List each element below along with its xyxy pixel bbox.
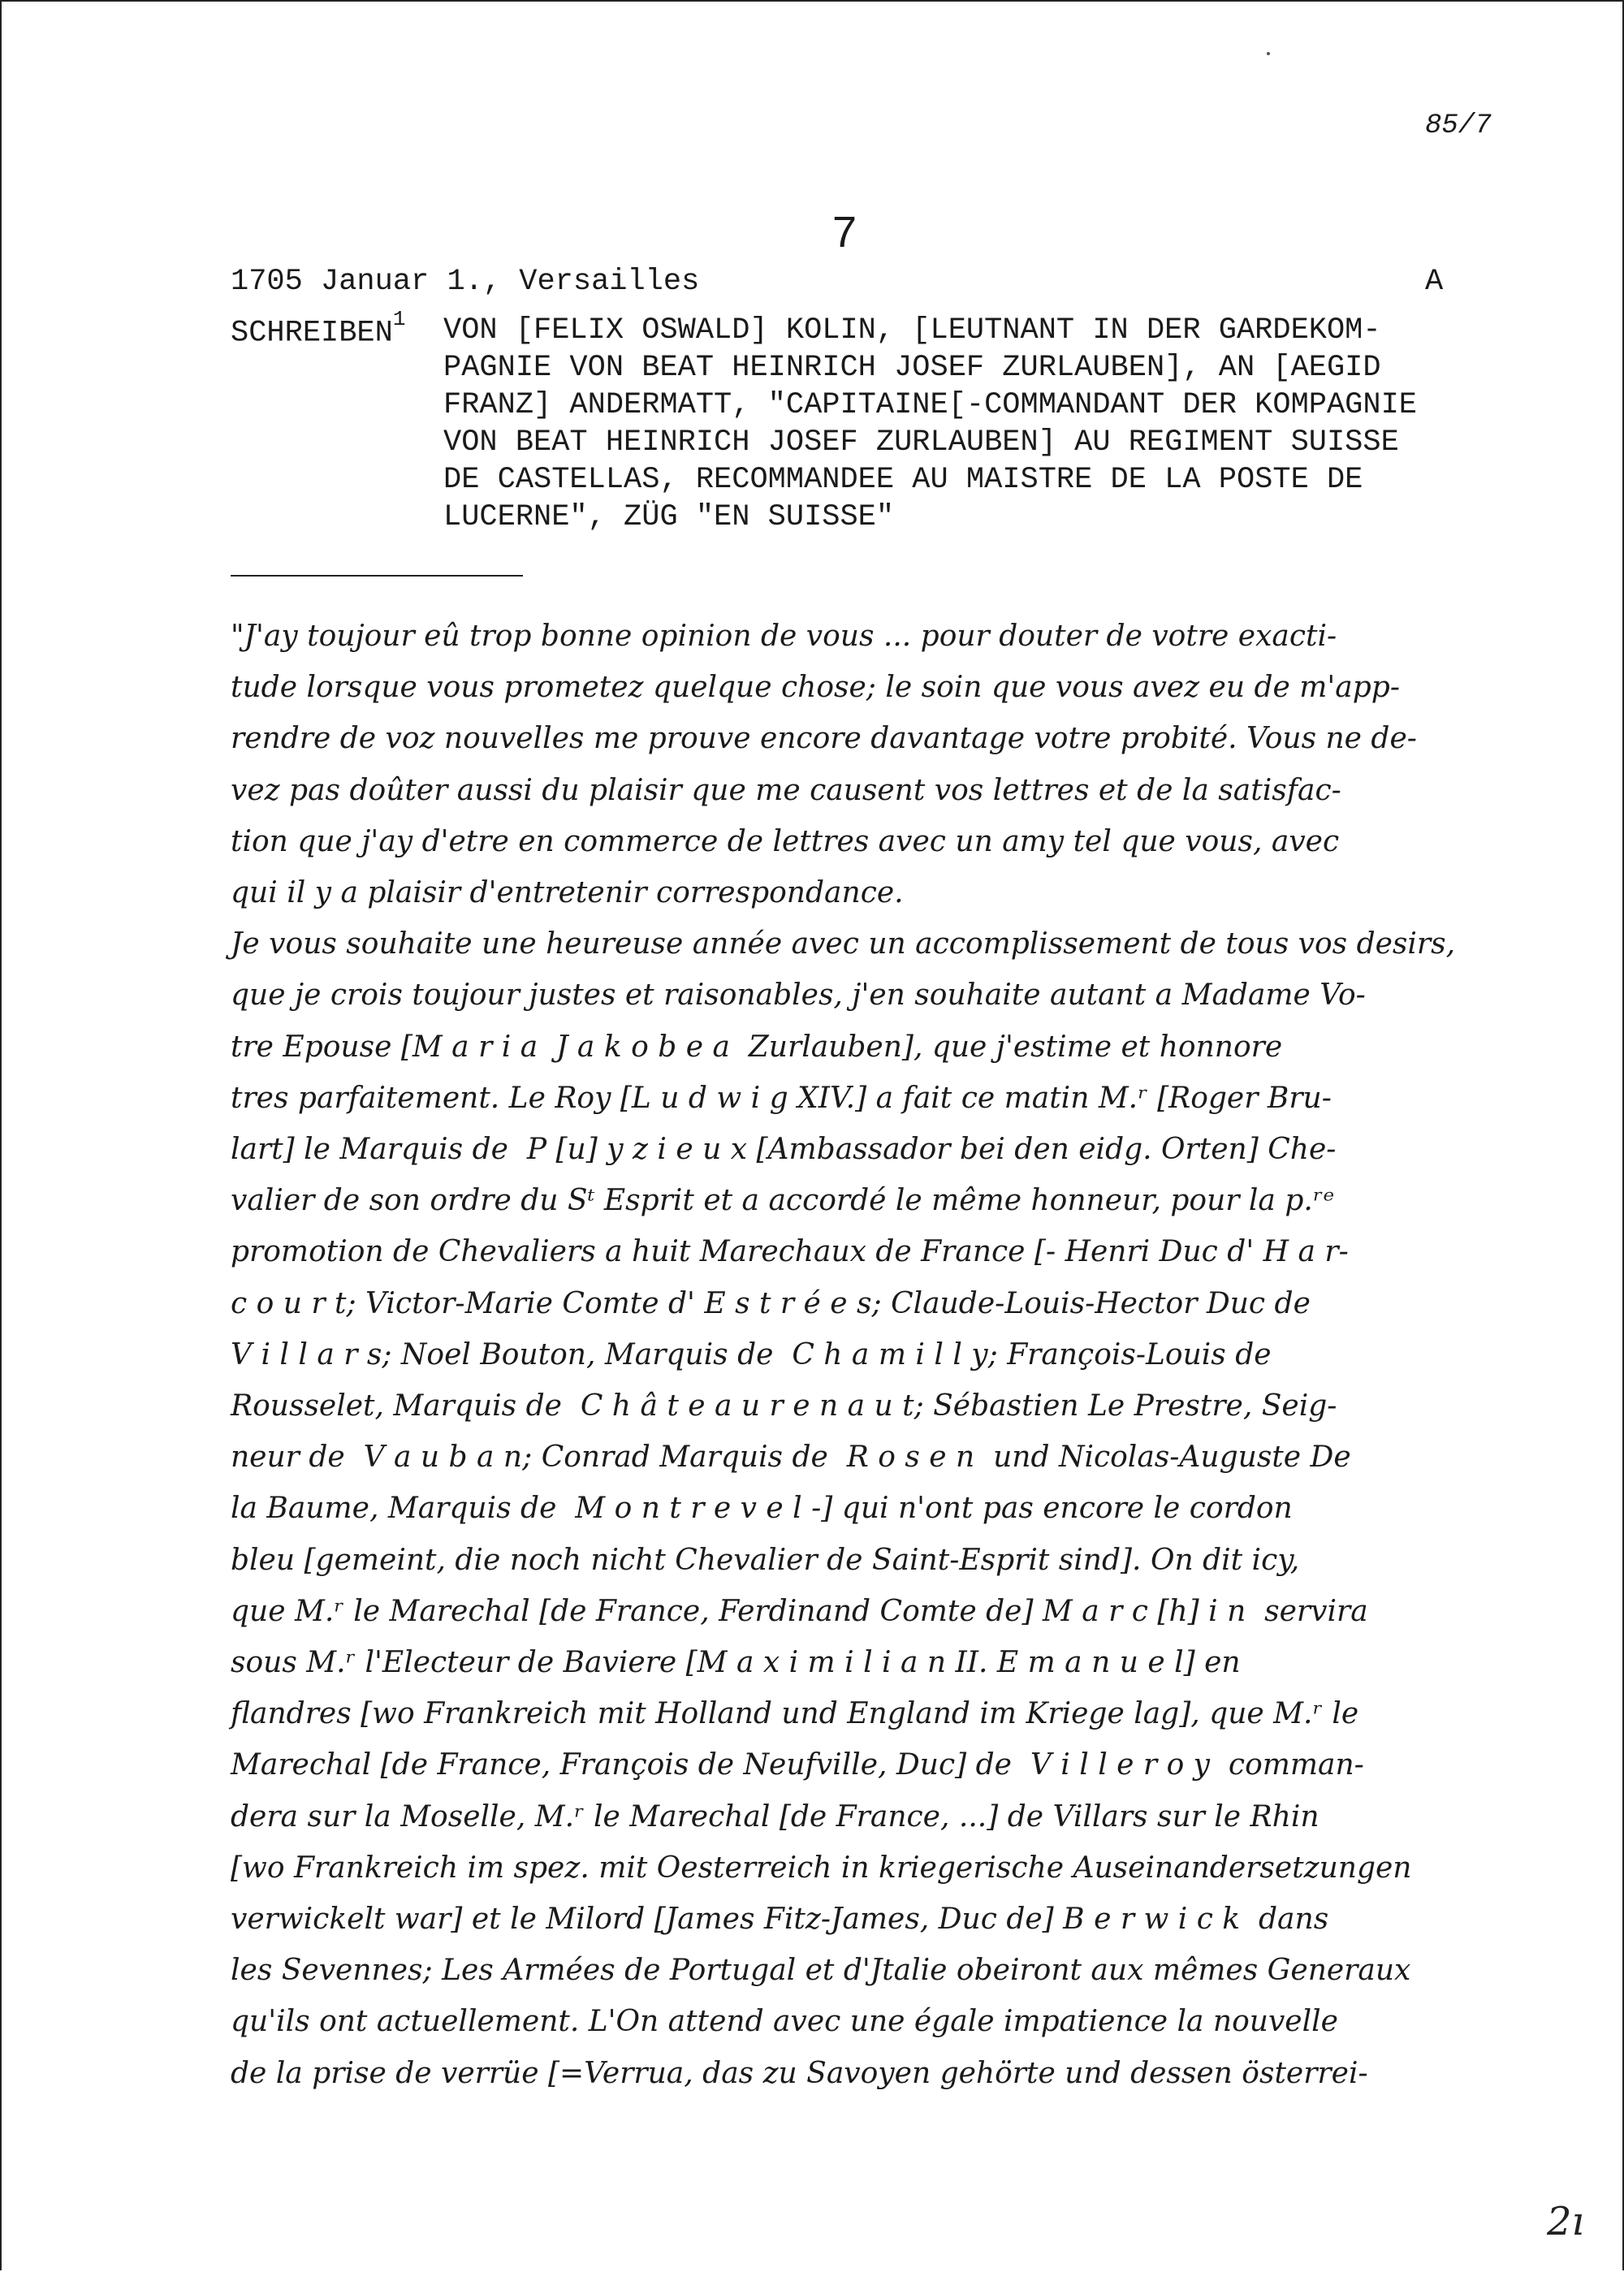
body-line: qu'ils ont actuellement. L'On attend avec une égale impatience la nouvelle xyxy=(231,2005,1338,2039)
heading-line: VON BEAT HEINRICH JOSEF ZURLAUBEN] AU REGIMENT SUISSE xyxy=(443,425,1399,460)
body-line: la Baume, Marquis de M o n t r e v e l -] qui n'ont pas encore le cordon xyxy=(231,1492,1293,1526)
body-line: sous M.ʳ l'Electeur de Baviere [M a x i m i l i a n II. E m a n u e l] en xyxy=(231,1646,1241,1680)
body-line: vez pas doûter aussi du plaisir que me causent vos lettres et de la satisfac- xyxy=(231,773,1341,807)
body-line: tude lorsque vous prometez quelque chose; le soin que vous avez eu de m'app- xyxy=(231,671,1400,705)
body-line: tre Epouse [M a r i a J a k o b e a Zurlauben], que j'estime et honnore xyxy=(231,1030,1283,1064)
body-line: verwickelt war] et le Milord [James Fitz-James, Duc de] B e r w i c k dans xyxy=(231,1903,1329,1937)
body-line: que M.ʳ le Marechal [de France, Ferdinand Comte de] M a r c [h] i n servira xyxy=(231,1594,1368,1628)
reference-number: 85/7 xyxy=(1425,110,1492,141)
body-line: neur de V a u b a n; Conrad Marquis de R o s e n und Nicolas-Auguste De xyxy=(231,1441,1351,1475)
body-line: flandres [wo Frankreich mit Holland und England im Kriege lag], que M.ʳ le xyxy=(231,1697,1359,1731)
body-line: c o u r t; Victor-Marie Comte d' E s t r é e s; Claude-Louis-Hector Duc de xyxy=(231,1286,1311,1320)
body-line: de la prise de verrüe [=Verrua, das zu Savoyen gehörte und dessen österrei- xyxy=(231,2056,1368,2090)
heading-line: LUCERNE", ZÜG "EN SUISSE" xyxy=(443,500,895,534)
body-line: dera sur la Moselle, M.ʳ le Marechal [de France, ...] de Villars sur le Rhin xyxy=(231,1799,1320,1834)
heading-label xyxy=(231,307,406,351)
body-line: promotion de Chevaliers a huit Marechaux de France [- Henri Duc d' H a r- xyxy=(231,1235,1349,1269)
body-line: valier de son ordre du Sᵗ Esprit et a accordé le même honneur, pour la p.ʳᵉ xyxy=(231,1184,1335,1218)
dateline: 1705 Januar 1., Versailles xyxy=(231,265,700,299)
body-line: Marechal [de France, François de Neufville, Duc] de V i l l e r o y comman- xyxy=(231,1748,1364,1782)
body-line: tres parfaitement. Le Roy [L u d w i g XIV.] a fait ce matin M.ʳ [Roger Bru- xyxy=(231,1081,1332,1115)
body-line: Je vous souhaite une heureuse année avec un accomplissement de tous vos desirs, xyxy=(231,927,1456,961)
heading-text xyxy=(443,312,1515,536)
body-line: bleu [gemeint, die noch nicht Chevalier de Saint-Esprit sind]. On dit icy, xyxy=(231,1543,1300,1577)
body-line: [wo Frankreich im spez. mit Oesterreich in kriegerische Auseinandersetzungen xyxy=(231,1851,1412,1885)
document-letter: A xyxy=(1425,265,1444,299)
footnote-marker: 1 xyxy=(392,307,406,331)
heading-line: PAGNIE VON BEAT HEINRICH JOSEF ZURLAUBEN], AN [AEGID xyxy=(443,351,1381,385)
body-line: les Sevennes; Les Armées de Portugal et d'Jtalie obeiront aux mêmes Generaux xyxy=(231,1954,1411,1988)
body-line: lart] le Marquis de P [u] y z i e u x [Ambassador bei den eidg. Orten] Che- xyxy=(231,1133,1337,1167)
heading-line: FRANZ] ANDERMATT, "CAPITAINE[-COMMANDANT DER KOMPAGNIE xyxy=(443,388,1417,422)
body-line: que je crois toujour justes et raisonables, j'en souhaite autant a Madame Vo- xyxy=(231,978,1366,1013)
document-number: 7 xyxy=(832,208,857,257)
heading-line: VON [FELIX OSWALD] KOLIN, [LEUTNANT IN DER GARDEKOM- xyxy=(443,313,1381,348)
body-line: qui il y a plaisir d'entretenir correspondance. xyxy=(231,876,904,910)
body-line: Rousselet, Marquis de C h â t e a u r e n a u t; Sébastien Le Prestre, Seig- xyxy=(231,1389,1337,1423)
letter-body xyxy=(231,611,1530,2099)
body-line: tion que j'ay d'etre en commerce de lettres avec un amy tel que vous, avec xyxy=(231,824,1340,858)
body-line: V i l l a r s; Noel Bouton, Marquis de C h a m i l l y; François-Louis de xyxy=(231,1337,1272,1371)
section-divider xyxy=(231,575,523,577)
heading-label-text: SCHREIBEN xyxy=(231,316,393,351)
handwritten-page-mark: 2ı xyxy=(1547,2199,1584,2244)
scan-speck xyxy=(1267,52,1270,55)
body-line: rendre de voz nouvelles me prouve encore davantage votre probité. Vous ne de- xyxy=(231,722,1417,756)
body-line: "J'ay toujour eû trop bonne opinion de vous ... pour douter de votre exacti- xyxy=(231,620,1337,653)
heading-line: DE CASTELLAS, RECOMMANDEE AU MAISTRE DE LA POSTE DE xyxy=(443,463,1363,497)
